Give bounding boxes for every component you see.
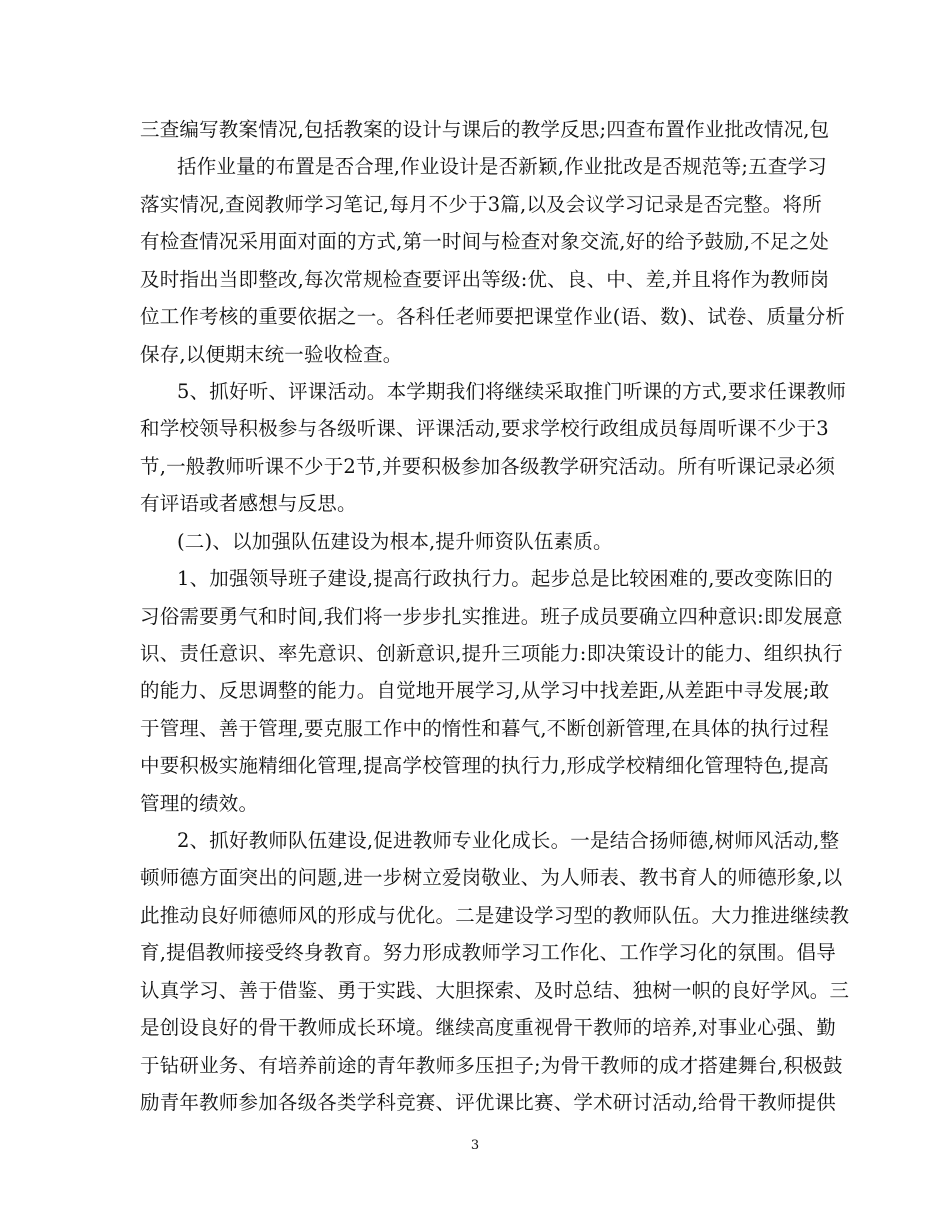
text-line: 括作业量的布置是否合理,作业设计是否新颖,作业批改是否规范等;五查学习 — [177, 155, 827, 178]
text-line: 中要积极实施精细化管理,提高学校管理的执行力,形成学校精细化管理特色,提高 — [140, 754, 829, 777]
text-line: 5、抓好听、评课活动。本学期我们将继续采取推门听课的方式,要求任课教师 — [177, 380, 847, 403]
text-line: 三查编写教案情况,包括教案的设计与课后的教学反思;四查布置作业批改情况,包 — [140, 118, 830, 141]
text-line: 及时指出当即整改,每次常规检查要评出等级:优、良、中、差,并且将作为教师岗 — [140, 268, 830, 291]
text-line: 此推动良好师德师风的形成与优化。二是建设学习型的教师队伍。大力推进继续教 — [140, 904, 850, 927]
text-line: 励青年教师参加各级各类学科竞赛、评优课比赛、学术研讨活动,给骨干教师提供 — [140, 1091, 836, 1114]
text-line: 认真学习、善于借鉴、勇于实践、大胆探索、及时总结、独树一帜的良好学风。三 — [140, 979, 850, 1002]
text-line: 是创设良好的骨干教师成长环境。继续高度重视骨干教师的培养,对事业心强、勤 — [140, 1016, 836, 1039]
text-line: 识、责任意识、率先意识、创新意识,提升三项能力:即决策设计的能力、组织执行 — [140, 642, 843, 665]
text-line: 顿师德方面突出的问题,进一步树立爱岗敬业、为人师表、教书育人的师德形象,以 — [140, 866, 843, 889]
text-line: 位工作考核的重要依据之一。各科任老师要把课堂作业(语、数)、试卷、质量分析 — [140, 305, 846, 328]
text-line: 落实情况,查阅教师学习笔记,每月不少于3篇,以及会议学习记录是否完整。将所 — [140, 193, 822, 216]
text-line: 有检查情况采用面对面的方式,第一时间与检查对象交流,好的给予鼓励,不足之处 — [140, 230, 829, 253]
section-heading: (二)、以加强队伍建设为根本,提升师资队伍素质。 — [177, 530, 613, 553]
text-line: 和学校领导积极参与各级听课、评课活动,要求学校行政组成员每周听课不少于3 — [140, 417, 829, 440]
text-line: 管理的绩效。 — [140, 792, 259, 815]
text-line: 有评语或者感想与反思。 — [140, 492, 357, 515]
page-number: 3 — [470, 1138, 480, 1153]
text-line: 习俗需要勇气和时间,我们将一步步扎实推进。班子成员要确立四种意识:即发展意 — [140, 605, 843, 628]
text-line: 育,提倡教师接受终身教育。努力形成教师学习工作化、工作学习化的氛围。倡导 — [140, 941, 836, 964]
text-line: 2、抓好教师队伍建设,促进教师专业化成长。一是结合扬师德,树师风活动,整 — [177, 829, 840, 852]
text-line: 1、加强领导班子建设,提高行政执行力。起步总是比较困难的,要改变陈旧的 — [177, 567, 833, 590]
text-line: 节,一般教师听课不少于2节,并要积极参加各级教学研究活动。所有听课记录必须 — [140, 455, 836, 478]
text-line: 的能力、反思调整的能力。自觉地开展学习,从学习中找差距,从差距中寻发展;敢 — [140, 679, 830, 702]
text-line: 于钻研业务、有培养前途的青年教师多压担子;为骨干教师的成才搭建舞台,积极鼓 — [140, 1054, 843, 1077]
text-line: 于管理、善于管理,要克服工作中的惰性和暮气,不断创新管理,在具体的执行过程 — [140, 717, 829, 740]
text-line: 保存,以便期末统一验收检查。 — [140, 343, 403, 366]
